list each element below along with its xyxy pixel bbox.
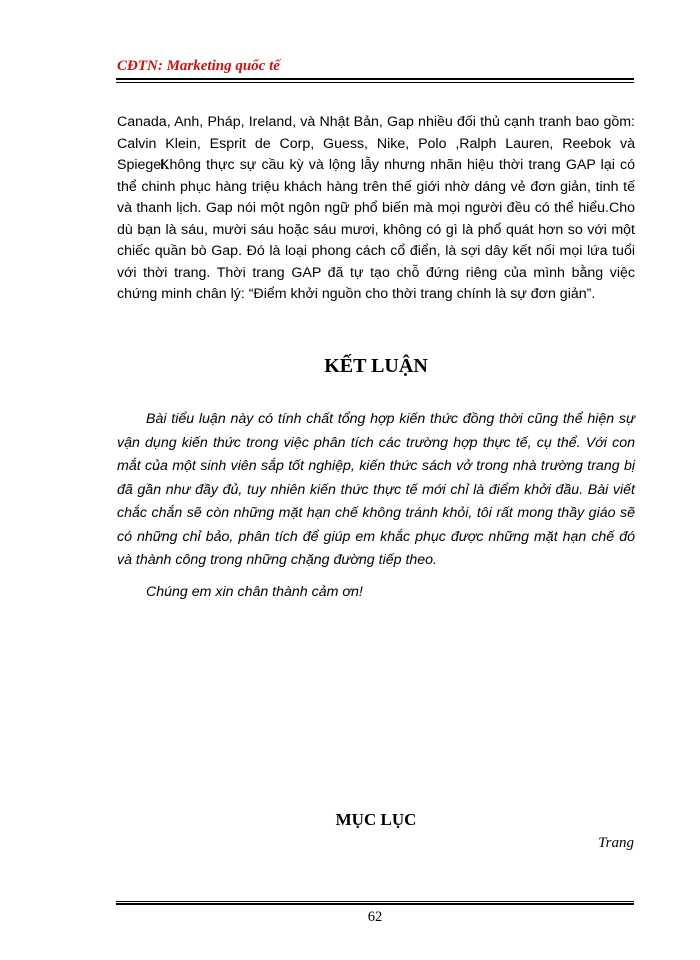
header-rule-secondary	[116, 82, 634, 83]
body-paragraph-competitors: Canada, Anh, Pháp, Ireland, và Nhật Bản, Gap nhiều đối thủ cạnh tranh bao gồm: Calvin Klein, Esprit de Corp, Guess, Nike, Polo ,Ralph Lauren, Reebok và Spiegel.	[117, 114, 635, 173]
running-header-title: CĐTN: Marketing quốc tế	[117, 58, 280, 74]
conclusion-heading: KẾT LUẬN	[324, 355, 428, 377]
body-paragraph-gap-style: Không thực sự cầu kỳ và lộng lẫy nhưng nhãn hiệu thời trang GAP lại có thể chinh phục hàng triệu khách hàng trên thế giới nhờ dáng vẻ đơn giản, tinh tế và thanh lịch. Gap nói một ngôn ngữ phổ biến mà mọi người đều có thể hiểu.Cho dù bạn là sáu, mười sáu hoặc sáu mươi, không có gì là phổ quát hơn so với một chiếc quần bò Gap. Đó là loại phong cách cổ điển, là sợi dây kết nối mọi lứa tuổi với thời trang. Thời trang GAP đã tự tạo chỗ đứng riêng của mình bằng việc chứng minh chân lý: “Điểm khởi nguồn cho thời trang chính là sự đơn giản”.	[117, 157, 635, 302]
thanks-line: Chúng em xin chân thành cảm ơn!	[146, 584, 363, 600]
header-rule	[116, 78, 634, 80]
page-number: 62	[367, 909, 383, 925]
table-of-contents-heading: MỤC LỤC	[335, 810, 417, 829]
conclusion-paragraph: Bài tiểu luận này có tính chất tổng hợp kiến thức đồng thời cũng thể hiện sự vận dụng kiến thức trong việc phân tích các trường hợp thực tế, cụ thể. Với con mắt của một sinh viên sắp tốt nghiệp, kiến thức sách vở trong nhà trường trang bị đã gần như đầy đủ, tuy nhiên kiến thức thực tế mới chỉ là điểm khởi đầu. Bài viết chắc chắn sẽ còn những mặt hạn chế không tránh khỏi, tôi rất mong thầy giáo sẽ có những chỉ bảo, phân tích để giúp em khắc phục được những mặt hạn chế đó và thành công trong những chặng đường tiếp theo.	[117, 411, 635, 568]
footer-rule-secondary	[116, 901, 634, 902]
toc-page-column-label: Trang	[598, 835, 634, 851]
footer-rule	[116, 903, 634, 905]
